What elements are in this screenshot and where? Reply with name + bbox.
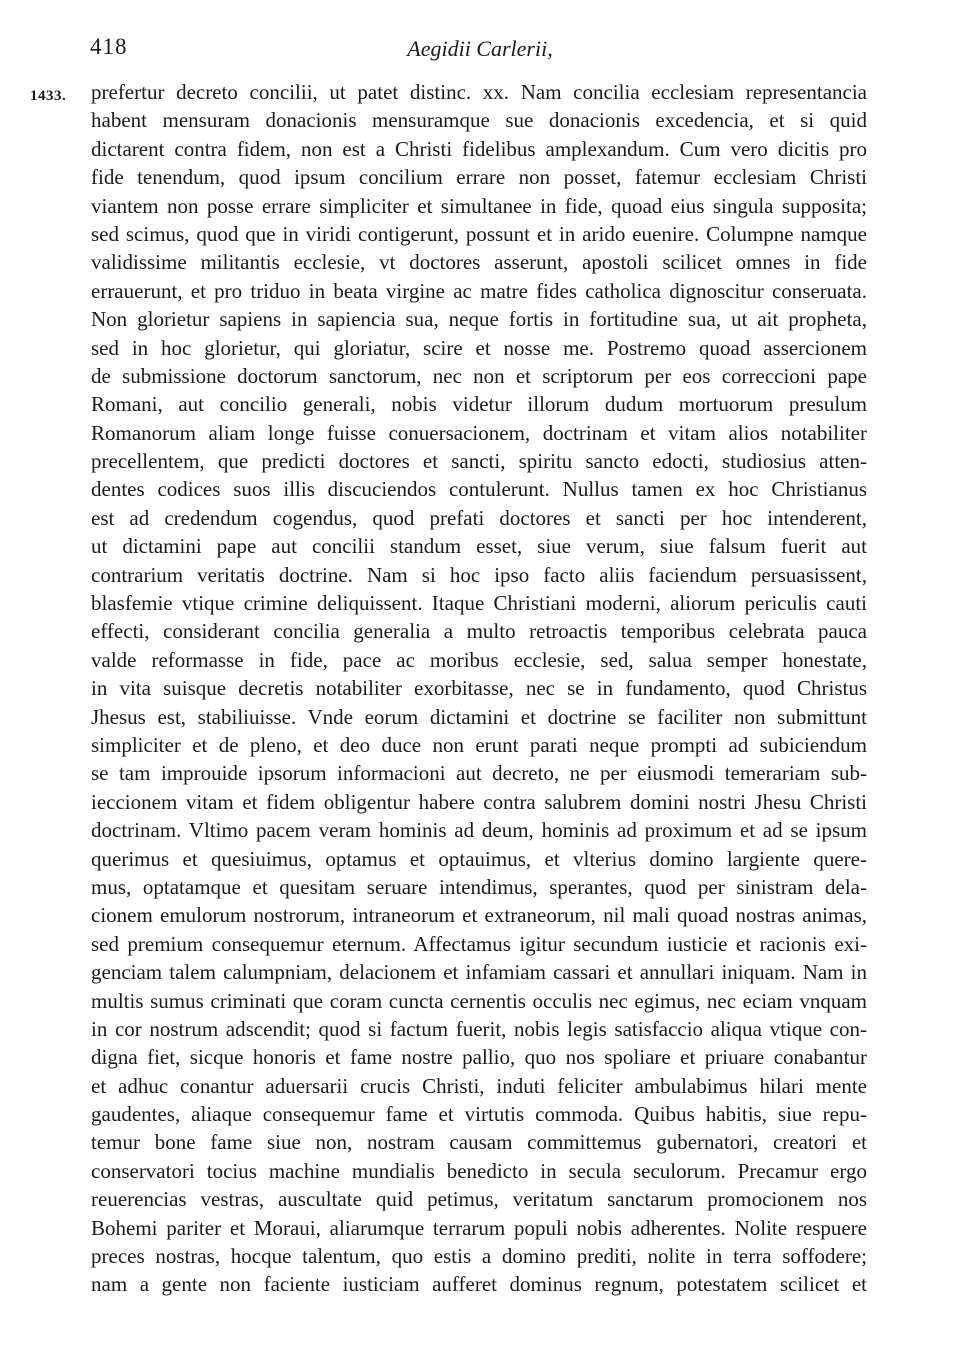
text-line: contrarium veritatis doctrine. Nam si hoc ipso facto aliis faciendum persuasissent, [91,562,867,587]
text-line: ieccionem vitam et fidem obligentur habere contra salubrem domini nostri Jhesu Christi [91,789,867,814]
text-line: valde reformasse in fide, pace ac moribus ecclesie, sed, salua semper honestate, [91,647,867,672]
text-line: effecti, considerant concilia generalia a multo retroactis temporibus celebrata pauca [91,619,867,644]
text-line: reuerencias vestras, auscultate quid petimus, veritatum sanctarum promocionem nos [91,1187,867,1212]
text-line: simpliciter et de pleno, et deo duce non erunt parati neque prompti ad subiciendum [91,732,867,757]
text-line: nam a gente non faciente iusticiam aufferet dominus regnum, potestatem scilicet et [91,1272,867,1297]
text-line: precellentem, que predicti doctores et sancti, spiritu sancto edocti, studiosius atten- [91,449,867,474]
text-line: sed premium consequemur eternum. Affectamus igitur secundum iusticie et racionis exi- [91,931,867,956]
text-line: mus, optatamque et quesitam seruare intendimus, sperantes, quod per sinistram dela- [91,874,867,899]
running-title: Aegidii Carlerii, [407,36,553,61]
text-line: blasfemie vtique crimine deliquissent. Itaque Christiani moderni, aliorum periculis cauti [91,591,867,616]
text-line: errauerunt, et pro triduo in beata virgine ac matre fides catholica dignoscitur conseruata. [91,278,867,303]
text-line: in cor nostrum adscendit; quod si factum fuerit, nobis legis satisfaccio aliqua vtique con- [91,1016,867,1041]
text-line: gaudentes, aliaque consequemur fame et virtutis commoda. Quibus habitis, siue repu- [91,1102,867,1127]
text-line: fide tenendum, quod ipsum concilium errare non posset, fatemur ecclesiam Christi [91,165,867,190]
text-line: temur bone fame siue non, nostram causam committemus gubernatori, creatori et [91,1130,867,1155]
text-line: viantem non posse errare simpliciter et simultanee in fide, quoad eius singula supposita; [91,193,867,218]
text-line: validissime militantis ecclesie, vt doctores asserunt, apostoli scilicet omnes in fide [91,250,867,275]
text-line: digna fiet, sicque honoris et fame nostre pallio, quo nos spoliare et priuare conabantur [91,1045,867,1070]
text-line: dictarent contra fidem, non est a Christi fidelibus amplexandum. Cum vero dicitis pro [91,136,867,161]
text-line: se tam improuide ipsorum informacioni aut decreto, ne per eiusmodi temerariam sub- [91,761,867,786]
text-line: de submissione doctorum sanctorum, nec non et scriptorum per eos correccioni pape [91,363,867,388]
text-line: est ad credendum cogendus, quod prefati doctores et sancti per hoc intenderent, [91,505,867,530]
text-line: doctrinam. Vltimo pacem veram hominis ad deum, hominis ad proximum et ad se ipsum [91,818,867,843]
page-number: 418 [90,34,128,59]
text-line: genciam talem calumpniam, delacionem et infamiam cassari et annullari iniquam. Nam in [91,960,867,985]
text-line: dentes codices suos illis discuciendos contulerunt. Nullus tamen ex hoc Christianus [91,477,867,502]
text-line: Jhesus est, stabiliuisse. Vnde eorum dictamini et doctrine se faciliter non submittunt [91,704,867,729]
text-line: cionem emulorum nostrorum, intraneorum et extraneorum, nil mali quoad nostras animas, [91,903,867,928]
text-line: Non glorietur sapiens in sapiencia sua, neque fortis in fortitudine sua, ut ait propheta, [91,307,867,332]
text-line: sed scimus, quod que in viridi contigerunt, possunt et in arido euenire. Columpne namque [91,221,867,246]
text-line: ut dictamini pape aut concilii standum esset, siue verum, siue falsum fuerit aut [91,534,867,559]
text-line: in vita suisque decretis notabiliter exorbitasse, nec se in fundamento, quod Christus [91,676,867,701]
body-text [91,78,867,1299]
text-line: prefertur decreto concilii, ut patet distinc. xx. Nam concilia ecclesiam representancia [91,80,867,104]
text-line: conservatori tocius machine mundialis benedicto in secula seculorum. Precamur ergo [91,1158,867,1183]
text-line: Romanorum aliam longe fuisse conuersacionem, doctrinam et vitam alios notabiliter [91,420,867,445]
text-line: sed in hoc glorietur, qui gloriatur, scire et nosse me. Postremo quoad assercionem [91,335,867,360]
text-line: Bohemi pariter et Moraui, aliarumque terrarum populi nobis adherentes. Nolite respuere [91,1215,867,1240]
text-line: querimus et quesiuimus, optamus et optauimus, et vlterius domino largiente quere- [91,846,867,871]
text-line: preces nostras, hocque talentum, quo estis a domino prediti, nolite in terra soffodere; [91,1244,867,1269]
text-line: et adhuc conantur aduersarii crucis Christi, induti feliciter ambulabimus hilari mente [91,1073,867,1098]
margin-year-note: 1433. [30,88,67,104]
text-line: multis sumus criminati que coram cuncta cernentis occulis nec egimus, nec eciam vnquam [91,988,867,1013]
text-line: habent mensuram donacionis mensuramque sue donacionis excedencia, et si quid [91,108,867,133]
text-line: Romani, aut concilio generali, nobis videtur illorum dudum mortuorum presulum [91,392,867,417]
